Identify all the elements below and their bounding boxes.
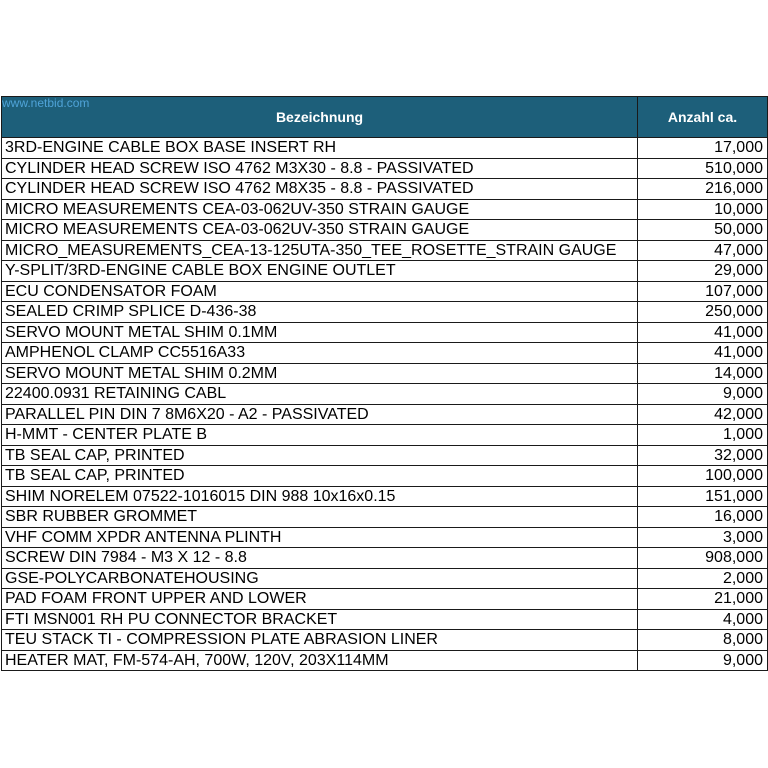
cell-quantity: 107,000: [638, 281, 768, 302]
table-row: [2, 302, 768, 323]
inventory-table: [1, 96, 768, 671]
table-row: [2, 548, 768, 569]
table-row: [2, 158, 768, 179]
cell-description: TB SEAL CAP, PRINTED: [2, 445, 638, 466]
table-row: [2, 527, 768, 548]
cell-quantity: 9,000: [638, 650, 768, 671]
cell-quantity: 151,000: [638, 486, 768, 507]
cell-description: FTI MSN001 RH PU CONNECTOR BRACKET: [2, 609, 638, 630]
cell-quantity: 9,000: [638, 384, 768, 405]
table-body: [2, 138, 768, 671]
cell-description: PAD FOAM FRONT UPPER AND LOWER: [2, 589, 638, 610]
cell-description: MICRO_MEASUREMENTS_CEA-13-125UTA-350_TEE_ROSETTE_STRAIN GAUGE: [2, 240, 638, 261]
table-row: [2, 630, 768, 651]
cell-quantity: 16,000: [638, 507, 768, 528]
cell-description: CYLINDER HEAD SCREW ISO 4762 M8X35 - 8.8 - PASSIVATED: [2, 179, 638, 200]
cell-description: AMPHENOL CLAMP CC5516A33: [2, 343, 638, 364]
table-row: [2, 179, 768, 200]
cell-quantity: 1,000: [638, 425, 768, 446]
cell-quantity: 29,000: [638, 261, 768, 282]
table-row: [2, 384, 768, 405]
watermark-text: www.netbid.com: [2, 96, 90, 110]
cell-quantity: 250,000: [638, 302, 768, 323]
cell-description: PARALLEL PIN DIN 7 8M6X20 - A2 - PASSIVATED: [2, 404, 638, 425]
table-row: [2, 261, 768, 282]
table-row: [2, 568, 768, 589]
column-header-quantity: Anzahl ca.: [638, 97, 768, 138]
cell-quantity: 100,000: [638, 466, 768, 487]
table-row: [2, 199, 768, 220]
cell-quantity: 4,000: [638, 609, 768, 630]
cell-quantity: 41,000: [638, 343, 768, 364]
cell-quantity: 50,000: [638, 220, 768, 241]
cell-description: TB SEAL CAP, PRINTED: [2, 466, 638, 487]
table-row: [2, 322, 768, 343]
cell-quantity: 32,000: [638, 445, 768, 466]
cell-quantity: 10,000: [638, 199, 768, 220]
cell-description: TEU STACK TI - COMPRESSION PLATE ABRASION LINER: [2, 630, 638, 651]
cell-description: VHF COMM XPDR ANTENNA PLINTH: [2, 527, 638, 548]
table-row: [2, 138, 768, 159]
cell-description: MICRO MEASUREMENTS CEA-03-062UV-350 STRAIN GAUGE: [2, 199, 638, 220]
cell-quantity: 908,000: [638, 548, 768, 569]
table-row: [2, 425, 768, 446]
table-row: [2, 507, 768, 528]
cell-description: HEATER MAT, FM-574-AH, 700W, 120V, 203X114MM: [2, 650, 638, 671]
cell-description: SERVO MOUNT METAL SHIM 0.1MM: [2, 322, 638, 343]
cell-quantity: 21,000: [638, 589, 768, 610]
cell-quantity: 510,000: [638, 158, 768, 179]
table-row: [2, 404, 768, 425]
cell-quantity: 14,000: [638, 363, 768, 384]
cell-description: SBR RUBBER GROMMET: [2, 507, 638, 528]
cell-description: CYLINDER HEAD SCREW ISO 4762 M3X30 - 8.8 - PASSIVATED: [2, 158, 638, 179]
cell-description: 22400.0931 RETAINING CABL: [2, 384, 638, 405]
table-header-row: [2, 97, 768, 138]
cell-description: Y-SPLIT/3RD-ENGINE CABLE BOX ENGINE OUTLET: [2, 261, 638, 282]
column-header-description: Bezeichnung: [2, 97, 638, 138]
table-row: [2, 486, 768, 507]
cell-quantity: 216,000: [638, 179, 768, 200]
cell-quantity: 3,000: [638, 527, 768, 548]
table-row: [2, 281, 768, 302]
cell-description: SHIM NORELEM 07522-1016015 DIN 988 10x16x0.15: [2, 486, 638, 507]
cell-description: SERVO MOUNT METAL SHIM 0.2MM: [2, 363, 638, 384]
table-row: [2, 609, 768, 630]
cell-description: 3RD-ENGINE CABLE BOX BASE INSERT RH: [2, 138, 638, 159]
cell-description: ECU CONDENSATOR FOAM: [2, 281, 638, 302]
table-row: [2, 220, 768, 241]
cell-quantity: 17,000: [638, 138, 768, 159]
table-row: [2, 445, 768, 466]
cell-description: SEALED CRIMP SPLICE D-436-38: [2, 302, 638, 323]
table-row: [2, 466, 768, 487]
cell-description: SCREW DIN 7984 - M3 X 12 - 8.8: [2, 548, 638, 569]
cell-description: H-MMT - CENTER PLATE B: [2, 425, 638, 446]
cell-description: MICRO MEASUREMENTS CEA-03-062UV-350 STRAIN GAUGE: [2, 220, 638, 241]
table-row: [2, 343, 768, 364]
table-row: [2, 240, 768, 261]
cell-quantity: 42,000: [638, 404, 768, 425]
cell-quantity: 2,000: [638, 568, 768, 589]
cell-quantity: 47,000: [638, 240, 768, 261]
table-row: [2, 363, 768, 384]
cell-description: GSE-POLYCARBONATEHOUSING: [2, 568, 638, 589]
table-row: [2, 589, 768, 610]
cell-quantity: 8,000: [638, 630, 768, 651]
table-row: [2, 650, 768, 671]
spreadsheet: [0, 96, 768, 671]
cell-quantity: 41,000: [638, 322, 768, 343]
